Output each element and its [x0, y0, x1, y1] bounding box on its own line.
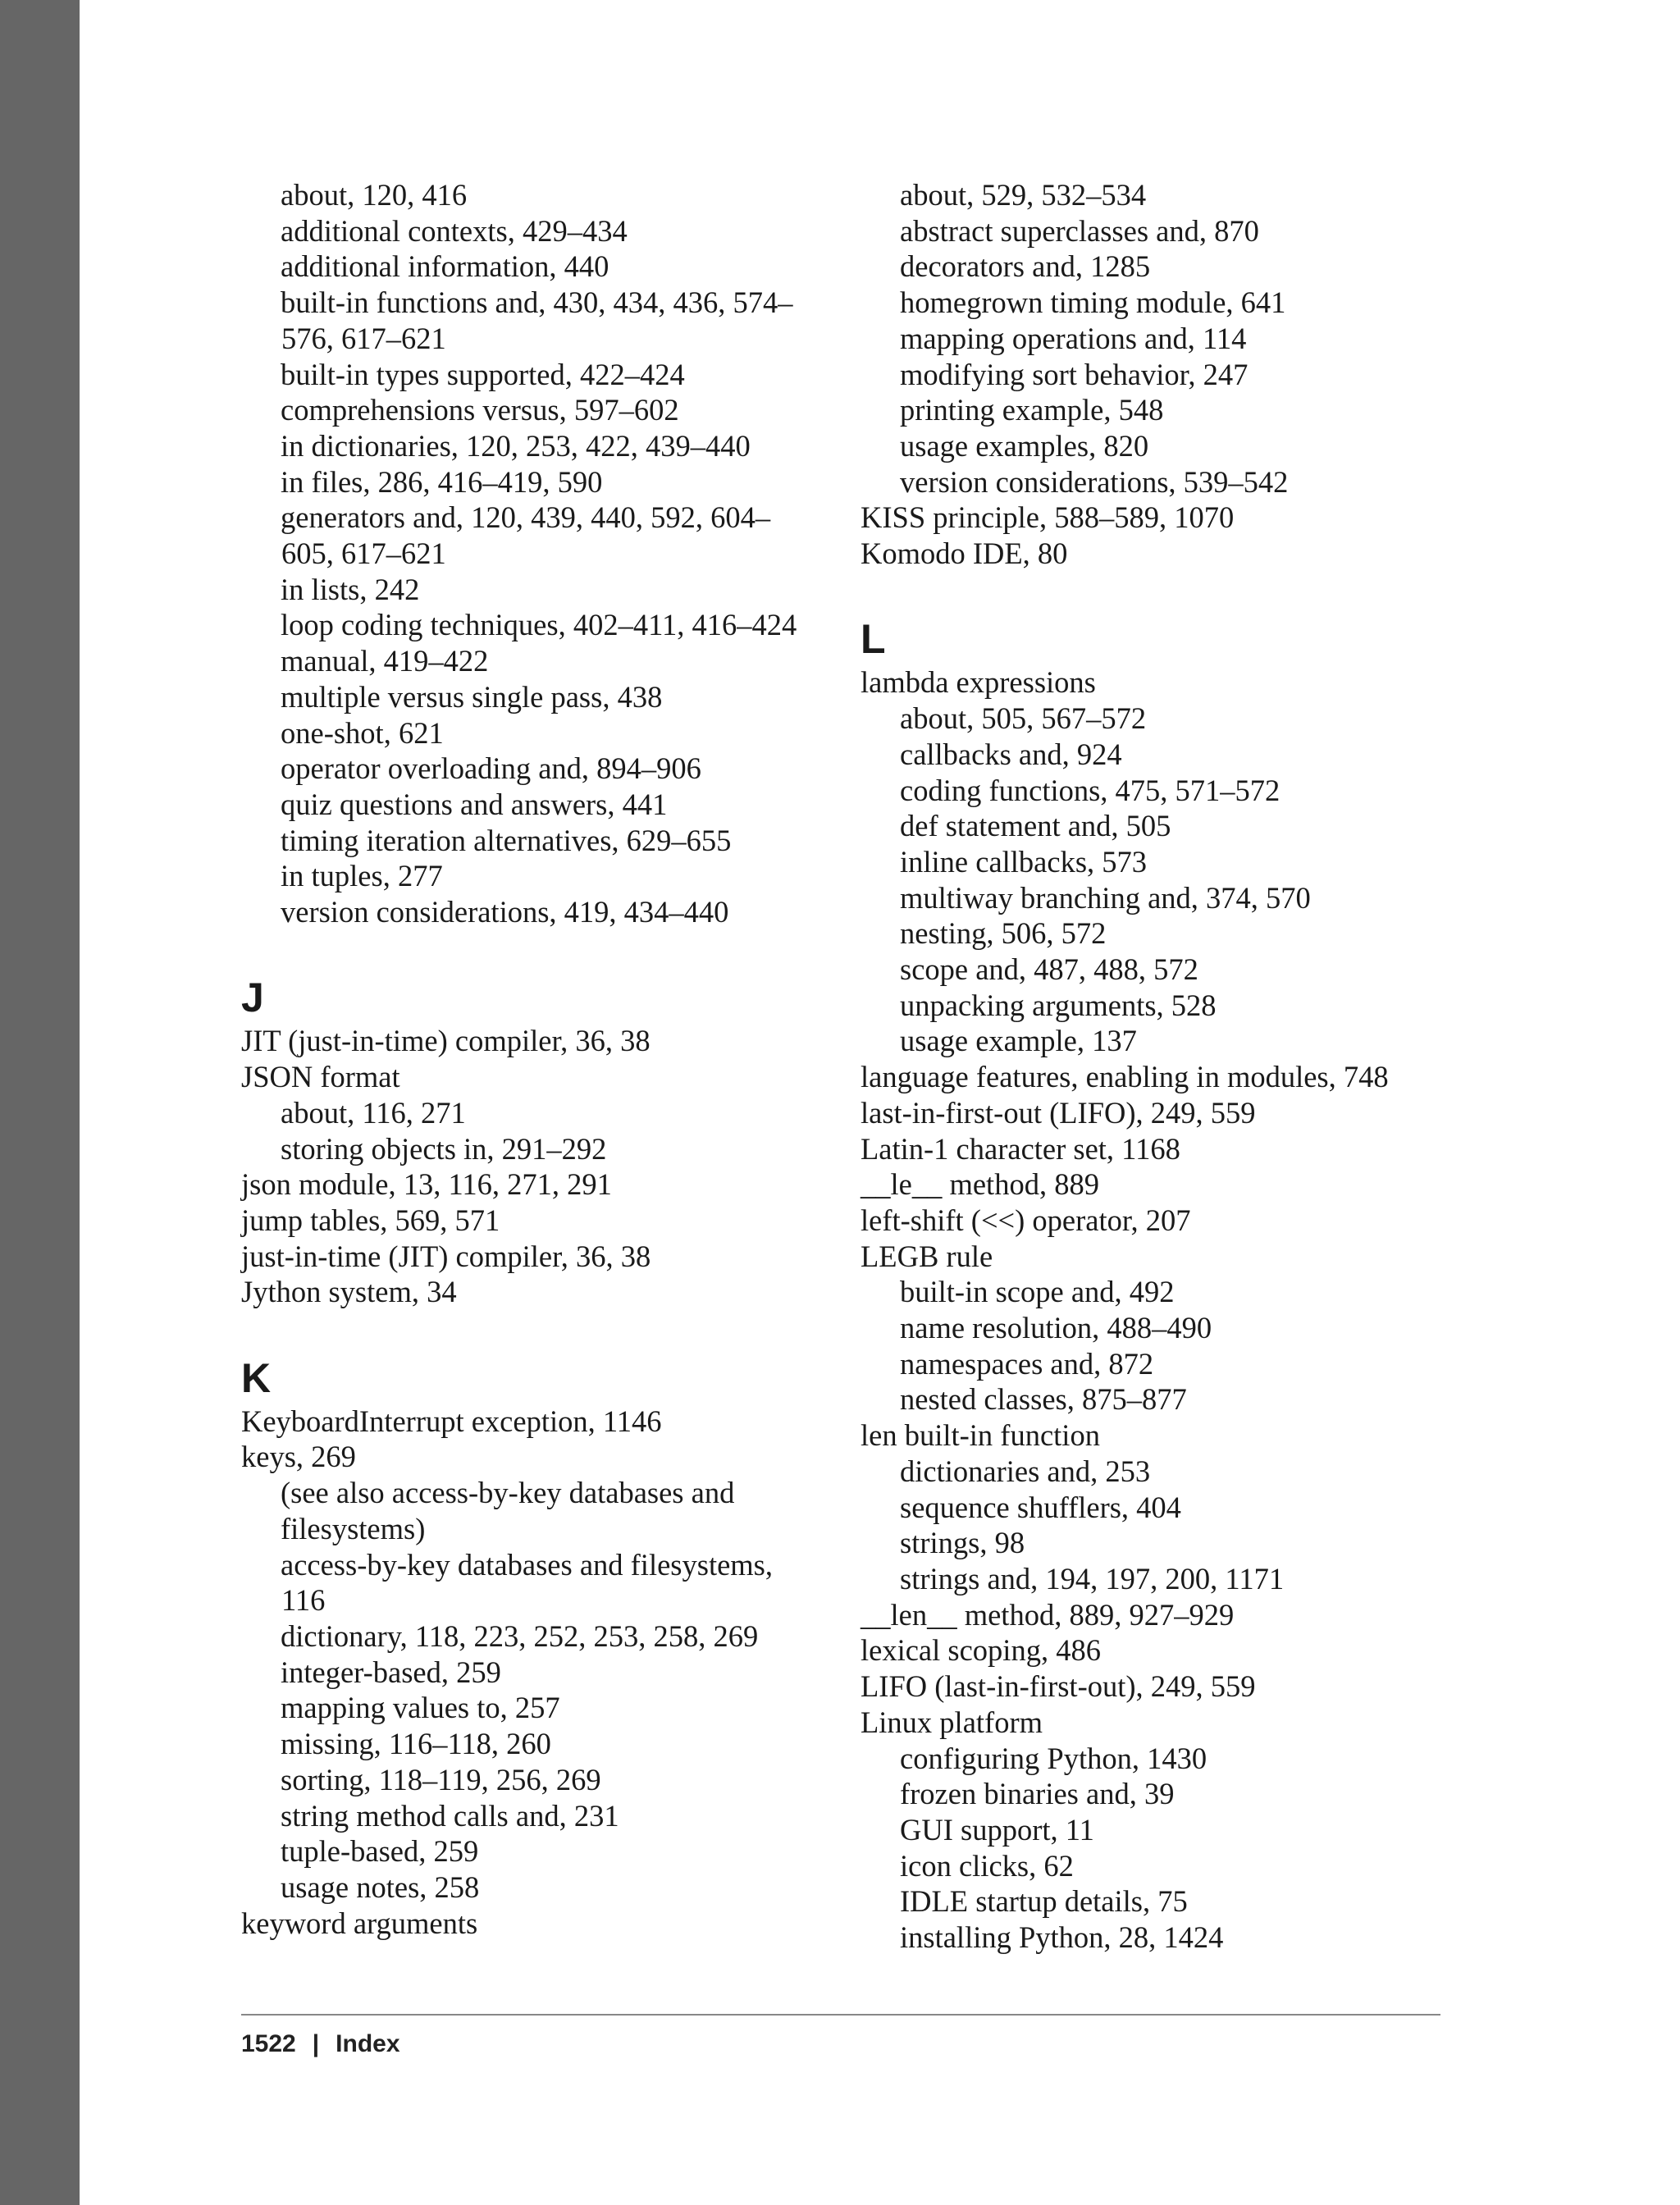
- index-subentry: comprehensions versus, 597–602: [281, 393, 679, 427]
- index-entry: last-in-first-out (LIFO), 249, 559: [861, 1095, 1256, 1130]
- index-entry: len built-in function: [861, 1418, 1100, 1453]
- section-spacer: [861, 572, 1468, 608]
- index-subentry: in dictionaries, 120, 253, 422, 439–440: [281, 428, 751, 463]
- index-entry: Komodo IDE, 80: [861, 536, 1068, 571]
- index-subentry: strings, 98: [900, 1526, 1025, 1560]
- index-subentry: additional information, 440: [281, 249, 609, 284]
- index-entry: Linux platform: [861, 1705, 1043, 1739]
- index-subentry: missing, 116–118, 260: [281, 1727, 551, 1761]
- index-subentry: access-by-key databases and filesystems,: [281, 1547, 774, 1582]
- index-subentry: timing iteration alternatives, 629–655: [281, 823, 732, 857]
- index-entry: Jython system, 34: [241, 1275, 457, 1309]
- index-subentry: quiz questions and answers, 441: [281, 787, 668, 821]
- index-subentry: nesting, 506, 572: [900, 916, 1107, 951]
- index-subentry: version considerations, 539–542: [900, 464, 1289, 499]
- index-subentry: def statement and, 505: [900, 809, 1171, 843]
- index-entry: keys, 269: [241, 1440, 356, 1474]
- index-entry: json module, 13, 116, 271, 291: [241, 1167, 612, 1202]
- index-subentry: operator overloading and, 894–906: [281, 751, 701, 786]
- index-entry: keyword arguments: [241, 1906, 478, 1940]
- section-spacer: [241, 930, 832, 966]
- footer-divider: [241, 2014, 1440, 2016]
- index-subentry: sequence shufflers, 404: [900, 1490, 1181, 1524]
- index-subentry: version considerations, 419, 434–440: [281, 895, 729, 929]
- index-subentry: homegrown timing module, 641: [900, 285, 1286, 320]
- index-subentry: generators and, 120, 439, 440, 592, 604–: [281, 500, 771, 535]
- index-entry: LIFO (last-in-first-out), 249, 559: [861, 1669, 1256, 1704]
- index-entry-continuation: 576, 617–621: [281, 321, 446, 355]
- index-subentry: in tuples, 277: [281, 859, 443, 893]
- index-subentry: dictionaries and, 253: [900, 1454, 1151, 1488]
- section-spacer: [241, 1310, 832, 1346]
- index-subentry: additional contexts, 429–434: [281, 213, 628, 248]
- index-subentry: icon clicks, 62: [900, 1848, 1074, 1883]
- index-subentry: in files, 286, 416–419, 590: [281, 464, 603, 499]
- index-subentry: about, 505, 567–572: [900, 701, 1147, 736]
- index-entry: __len__ method, 889, 927–929: [861, 1597, 1235, 1632]
- index-entry: lexical scoping, 486: [861, 1633, 1101, 1668]
- index-entry: lambda expressions: [861, 665, 1096, 700]
- index-subentry: GUI support, 11: [900, 1812, 1094, 1847]
- index-subentry: about, 529, 532–534: [900, 178, 1147, 212]
- index-subentry: integer-based, 259: [281, 1655, 501, 1689]
- index-subentry: IDLE startup details, 75: [900, 1884, 1188, 1919]
- index-subentry: filesystems): [281, 1511, 426, 1545]
- index-letter-heading: J: [241, 975, 264, 1021]
- index-entry: LEGB rule: [861, 1239, 993, 1273]
- index-subentry: multiway branching and, 374, 570: [900, 880, 1311, 915]
- index-subentry: printing example, 548: [900, 393, 1164, 427]
- index-subentry: scope and, 487, 488, 572: [900, 952, 1198, 987]
- index-entry: JSON format: [241, 1060, 400, 1094]
- index-subentry: loop coding techniques, 402–411, 416–424: [281, 608, 797, 642]
- index-subentry: multiple versus single pass, 438: [281, 679, 663, 714]
- index-subentry: in lists, 242: [281, 572, 420, 606]
- index-subentry: mapping operations and, 114: [900, 321, 1247, 355]
- index-subentry: nested classes, 875–877: [900, 1382, 1187, 1417]
- index-entry: jump tables, 569, 571: [241, 1203, 500, 1237]
- index-subentry: about, 116, 271: [281, 1095, 466, 1130]
- index-subentry: usage notes, 258: [281, 1869, 480, 1904]
- index-subentry: usage examples, 820: [900, 428, 1149, 463]
- index-subentry: coding functions, 475, 571–572: [900, 773, 1281, 807]
- page-footer: [241, 2028, 400, 2061]
- index-subentry: built-in types supported, 422–424: [281, 357, 685, 391]
- index-subentry: about, 120, 416: [281, 178, 468, 212]
- index-subentry: dictionary, 118, 223, 252, 253, 258, 269: [281, 1618, 759, 1653]
- index-column-left: [241, 177, 832, 1941]
- index-entry: KISS principle, 588–589, 1070: [861, 500, 1235, 535]
- index-entry: language features, enabling in modules, 748: [861, 1060, 1389, 1094]
- index-subentry: storing objects in, 291–292: [281, 1131, 607, 1166]
- index-subentry: modifying sort behavior, 247: [900, 357, 1249, 391]
- index-subentry: namespaces and, 872: [900, 1346, 1154, 1381]
- index-subentry: string method calls and, 231: [281, 1798, 619, 1833]
- index-subentry: installing Python, 28, 1424: [900, 1920, 1224, 1955]
- index-subentry: configuring Python, 1430: [900, 1741, 1208, 1775]
- index-subentry: built-in functions and, 430, 434, 436, 574–: [281, 285, 793, 320]
- index-subentry: decorators and, 1285: [900, 249, 1151, 284]
- index-subentry: abstract superclasses and, 870: [900, 213, 1259, 248]
- index-subentry: name resolution, 488–490: [900, 1311, 1212, 1345]
- index-entry-continuation: 116: [281, 1583, 326, 1618]
- index-subentry: one-shot, 621: [281, 715, 444, 750]
- index-subentry: manual, 419–422: [281, 644, 489, 678]
- index-entry: just-in-time (JIT) compiler, 36, 38: [241, 1239, 651, 1273]
- index-subentry: inline callbacks, 573: [900, 844, 1148, 879]
- index-subentry: strings and, 194, 197, 200, 1171: [900, 1562, 1285, 1596]
- index-subentry: mapping values to, 257: [281, 1691, 560, 1725]
- index-subentry: sorting, 118–119, 256, 269: [281, 1762, 601, 1796]
- index-subentry: (see also access-by-key databases and: [281, 1476, 735, 1510]
- index-subentry: built-in scope and, 492: [900, 1275, 1175, 1309]
- index-subentry: tuple-based, 259: [281, 1834, 479, 1869]
- index-entry: __le__ method, 889: [861, 1167, 1099, 1202]
- footer-separator: |: [312, 2030, 320, 2057]
- index-column-right: [861, 177, 1468, 1956]
- index-subentry: callbacks and, 924: [900, 737, 1122, 771]
- index-subentry: unpacking arguments, 528: [900, 988, 1217, 1022]
- index-entry: KeyboardInterrupt exception, 1146: [241, 1404, 662, 1438]
- index-entry: left-shift (<<) operator, 207: [861, 1203, 1191, 1237]
- index-subentry: usage example, 137: [900, 1024, 1137, 1058]
- index-subentry: frozen binaries and, 39: [900, 1777, 1175, 1811]
- index-entry: Latin-1 character set, 1168: [861, 1131, 1180, 1166]
- page-number: 1522: [241, 2030, 296, 2057]
- footer-section-title: Index: [336, 2030, 400, 2057]
- index-letter-heading: K: [241, 1354, 272, 1401]
- index-entry: JIT (just-in-time) compiler, 36, 38: [241, 1024, 651, 1058]
- index-entry-continuation: 605, 617–621: [281, 536, 446, 571]
- page-edge-strip: [0, 0, 80, 2205]
- index-letter-heading: L: [861, 616, 886, 663]
